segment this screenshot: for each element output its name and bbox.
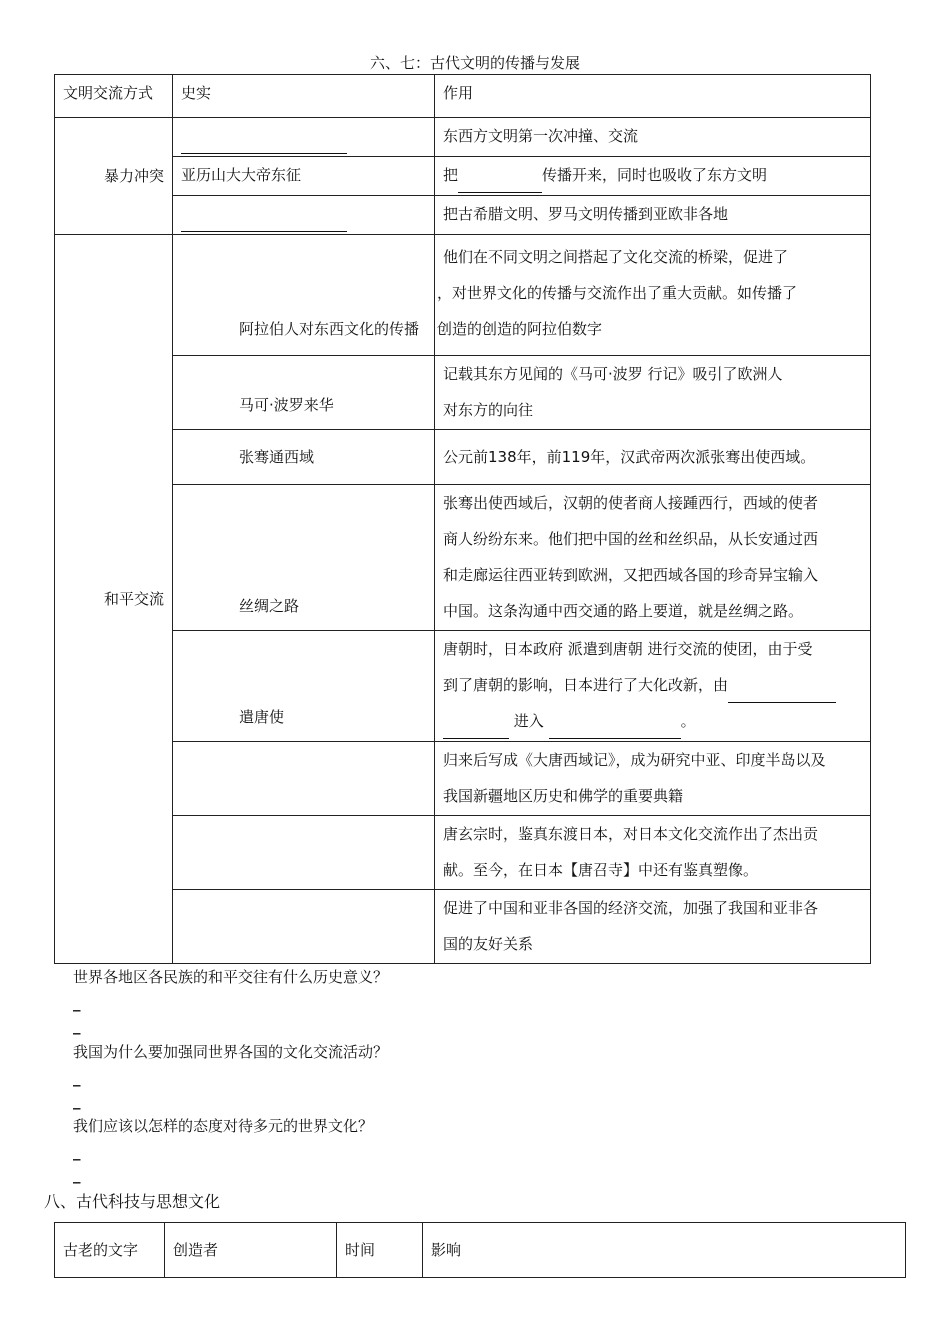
header-cell: 作用 bbox=[435, 75, 871, 118]
effect-cell: 归来后写成《大唐西域记》，成为研究中亚、印度半岛以及 我国新疆地区历史和佛学的重要典籍 bbox=[435, 742, 871, 816]
table-row bbox=[55, 742, 871, 816]
table-row bbox=[55, 118, 871, 157]
table-row bbox=[55, 356, 871, 430]
fill-blank[interactable] bbox=[728, 680, 836, 703]
fact-cell[interactable] bbox=[173, 816, 435, 890]
fact-cell: 张骞通西域 bbox=[173, 430, 435, 485]
page-title: 六、七：古代文明的传播与发展 bbox=[369, 54, 580, 72]
effect-cell: 把 传播开来，同时也吸收了东方文明 bbox=[435, 157, 871, 196]
fact-cell[interactable] bbox=[173, 890, 435, 964]
effect-cell: 张骞出使西域后，汉朝的使者商人接踵西行，西域的使者 商人纷纷东来。他们把中国的丝和丝织品，从长安通过西 和走廊运往西亚转到欧洲，又把西域各国的珍奇异宝输入 中国。这条沟通中西交通的路上要道，就是丝绸之路。 bbox=[435, 485, 871, 631]
effect-cell: 公元前138年，前119年，汉武帝两次派张骞出使西域。 bbox=[435, 430, 871, 485]
effect-cell: 把古希腊文明、罗马文明传播到亚欧非各地 bbox=[435, 196, 871, 235]
effect-cell: 唐朝时，日本政府 派遣到唐朝 进行交流的使团，由于受 到了唐朝的影响，日本进行了大化改新，由 进入 。 bbox=[435, 631, 871, 742]
fill-blank[interactable] bbox=[458, 170, 542, 193]
header-cell: 时间 bbox=[337, 1223, 423, 1278]
fact-cell bbox=[173, 118, 435, 157]
effect-cell: 唐玄宗时，鉴真东渡日本，对日本文化交流作出了杰出贡 献。至今，在日本【唐召寺】中还有鉴真塑像。 bbox=[435, 816, 871, 890]
table-row bbox=[55, 485, 871, 631]
fill-blank[interactable] bbox=[549, 716, 681, 739]
answer-line[interactable]: _ bbox=[73, 1166, 81, 1184]
header-cell: 古老的文字 bbox=[55, 1223, 165, 1278]
table-row bbox=[55, 430, 871, 485]
table-row bbox=[55, 890, 871, 964]
effect-cell: 东西方文明第一次冲撞、交流 bbox=[435, 118, 871, 157]
question-1: 世界各地区各民族的和平交往有什么历史意义？ bbox=[73, 968, 389, 986]
table-row bbox=[55, 816, 871, 890]
ancient-writing-table bbox=[54, 1222, 906, 1278]
fact-cell[interactable] bbox=[173, 742, 435, 816]
section-8-title: 八、古代科技与思想文化 bbox=[44, 1192, 221, 1211]
fill-blank[interactable] bbox=[181, 209, 347, 232]
civilization-exchange-table bbox=[54, 74, 871, 964]
fill-blank[interactable] bbox=[443, 716, 509, 739]
question-3: 我们应该以怎样的态度对待多元的世界文化？ bbox=[73, 1117, 374, 1135]
answer-line[interactable]: _ bbox=[73, 994, 81, 1012]
fact-cell: 马可·波罗来华 bbox=[173, 356, 435, 430]
fact-cell: 阿拉伯人对东西文化的传播 bbox=[173, 235, 435, 356]
effect-cell: 记载其东方见闻的《马可·波罗 行记》吸引了欧洲人 对东方的向往 bbox=[435, 356, 871, 430]
header-cell: 创造者 bbox=[165, 1223, 337, 1278]
answer-line[interactable]: _ bbox=[73, 1069, 81, 1087]
effect-cell: 促进了中国和亚非各国的经济交流，加强了我国和亚非各 国的友好关系 bbox=[435, 890, 871, 964]
answer-line[interactable]: _ bbox=[73, 1092, 81, 1110]
category-peace: 和平交流 bbox=[55, 235, 173, 964]
fact-cell: 亚历山大大帝东征 bbox=[173, 157, 435, 196]
table-row bbox=[55, 631, 871, 742]
table-row bbox=[55, 196, 871, 235]
table-row bbox=[55, 235, 871, 356]
fact-cell bbox=[173, 196, 435, 235]
answer-line[interactable]: _ bbox=[73, 1017, 81, 1035]
fill-blank[interactable] bbox=[181, 131, 347, 154]
header-cell: 文明交流方式 bbox=[55, 75, 173, 118]
category-violent: 暴力冲突 bbox=[55, 118, 173, 235]
effect-cell: 他们在不同文明之间搭起了文化交流的桥梁，促进了 ，对世界文化的传播与交流作出了重大贡献。如传播了 创造的创造的阿拉伯数字 bbox=[435, 235, 871, 356]
header-cell: 影响 bbox=[423, 1223, 906, 1278]
table-header-row bbox=[55, 75, 871, 118]
answer-line[interactable]: _ bbox=[73, 1143, 81, 1161]
fact-cell: 遣唐使 bbox=[173, 631, 435, 742]
table-row bbox=[55, 157, 871, 196]
header-cell: 史实 bbox=[173, 75, 435, 118]
fact-cell: 丝绸之路 bbox=[173, 485, 435, 631]
table-header-row bbox=[55, 1223, 906, 1278]
question-2: 我国为什么要加强同世界各国的文化交流活动？ bbox=[73, 1043, 389, 1061]
